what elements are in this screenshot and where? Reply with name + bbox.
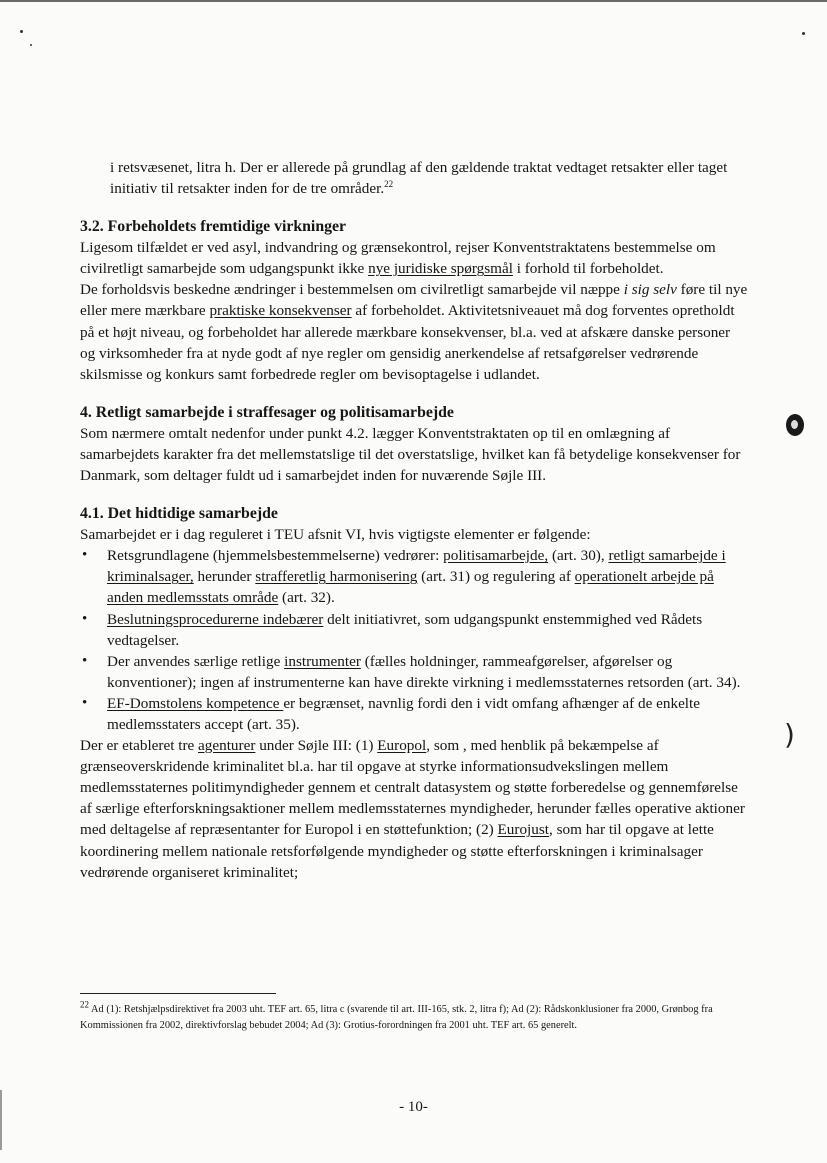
scan-top-edge [0,0,827,2]
footnote-divider [80,993,276,994]
scan-speck [20,30,23,33]
s41-intro: Samarbejdet er i dag reguleret i TEU afsnit VI, hvis vigtigste elementer er følgende: [80,526,591,544]
link-praktiske-konsekvenser[interactable]: praktiske konsekvenser [209,302,352,320]
link-ef-domstolens-kompetence[interactable]: EF-Domstolens kompetence [107,694,284,712]
link-eurojust[interactable]: Eurojust [497,821,549,839]
link-instrumenter[interactable]: instrumenter [284,652,361,670]
footnote-22 [80,999,748,1034]
link-operationelt-arbejde[interactable]: operationelt arbejde på anden medlemsstats område [107,568,714,607]
punch-hole-mark [786,414,804,436]
intro-paragraph [80,157,748,199]
page-number: - 10- [399,1099,428,1115]
s32-paragraph-1: Ligesom tilfældet er ved asyl, indvandring og grænsekontrol, rejser Konventstraktatens bestemmelse om civilretligt samarbejde som udgangspunkt ikke nye juridiske spørgsmål i forhold til forbeholdet. [80,239,716,278]
link-politisamarbejde[interactable]: politisamarbejde, [443,547,549,565]
list-item: • EF-Domstolens kompetence er begrænset, navnlig fordi den i vidt omfang afhænger af de enkelte medlemsstaters accept (art. 35). [80,693,748,735]
scan-speck [802,32,805,35]
link-europol[interactable]: Europol [377,737,427,755]
footnote-number: 22 [80,999,89,1010]
section-heading-3-2: 3.2. Forbeholdets fremtidige virkninger [80,218,347,236]
footnote-ref[interactable]: 22 [384,179,394,190]
link-nye-juridiske[interactable]: nye juridiske spørgsmål [368,260,513,278]
s32-paragraph-2: De forholdsvis beskedne ændringer i bestemmelsen om civilretligt samarbejde vil næppe i sig selv føre til nye eller mere mærkbare praktiske konsekvenser af forbeholdet. Aktivitetsniveauet må dog forventes opretholdt på et højt niveau, og forbeholdet har allerede mærkbare konsekvenser, bl.a. ved at afskære danske personer og virksomheder fra at nyde godt af nye regler om gensidig anerkendelse af retsafgørelser vedrørende skilsmisse og konkurs samt forbedrede regler om bevisoptagelse i udlandet. [80,281,748,383]
link-agenturer[interactable]: agenturer [198,737,256,755]
scan-speck [30,44,32,46]
s41-paragraph-2: Der er etableret tre agenturer under Søjle III: (1) Europol, som , med henblik på bekæmpelse af grænseoverskridende kriminalitet bl.a. har til opgave at styrke informationsudvekslingen mellem medlemsstaternes politimyndigheder gennem et centralt datasystem og støtte forberedelse og gennemførelse af særlige efterforskningsaktioner mellem medlemsstaternes myndigheder, herunder fælles operative aktioner med deltagelse af repræsentanter for Europol i en støttefunktion; (2) Eurojust, som har til opgave at lette koordinering mellem nationale retsforfølgende myndigheder og støtte efterforskningen i kriminalsager vedrørende organiseret kriminalitet; [80,737,745,881]
document-body [80,157,748,883]
section-heading-4-1: 4.1. Det hidtidige samarbejde [80,505,278,523]
footnote-text: Ad (1): Retshjælpsdirektivet fra 2003 uht. TEF art. 65, litra c (svarende til art. III-165, stk. 2, litra f); Ad (2): Rådskonklusioner fra 2000, Grønbog fra Kommissionen fra 2002, direktivforslag bebudet 2004; Ad (3): Grotius-forordningen fra 2001 uht. TEF art. 65 generelt. [80,1004,713,1031]
s41-bullet-list [80,545,748,735]
list-item: • Der anvendes særlige retlige instrumenter (fælles holdninger, rammeafgørelser, afgørelser og konventioner); ingen af instrumenterne kan have direkte virkning i medlemsstaternes retsorden (art. 34). [80,651,748,693]
link-strafferetlig-harmonisering[interactable]: strafferetlig harmonisering [255,568,418,586]
margin-paren-mark: ) [784,718,795,751]
link-retligt-samarbejde[interactable]: retligt samarbejde i kriminalsager, [107,547,726,586]
list-item: • Beslutningsprocedurerne indebærer delt initiativret, som udgangspunkt enstemmighed ved Rådets vedtagelser. [80,609,748,651]
intro-text: i retsvæsenet, litra h. Der er allerede på grundlag af den gældende traktat vedtaget retsakter eller taget initiativ til retsakter inden for de tre områder. [110,159,728,198]
list-item: • Retsgrundlagene (hjemmelsbestemmelserne) vedrører: politisamarbejde, (art. 30), retligt samarbejde i kriminalsager, herunder strafferetlig harmonisering (art. 31) og regulering af operationelt arbejde på anden medlemsstats område (art. 32). [80,545,748,608]
s4-paragraph-1: Som nærmere omtalt nedenfor under punkt 4.2. lægger Konventstraktaten op til en omlægning af samarbejdets karakter fra det mellemstatslige til det overstatslige, hvilket kan få betydelige konsekvenser for Danmark, som deltager fuldt ud i samarbejdet inden for nuværende Søjle III. [80,424,741,485]
section-heading-4: 4. Retligt samarbejde i straffesager og politisamarbejde [80,403,454,421]
link-beslutningsprocedurerne[interactable]: Beslutningsprocedurerne indebærer [107,610,324,628]
